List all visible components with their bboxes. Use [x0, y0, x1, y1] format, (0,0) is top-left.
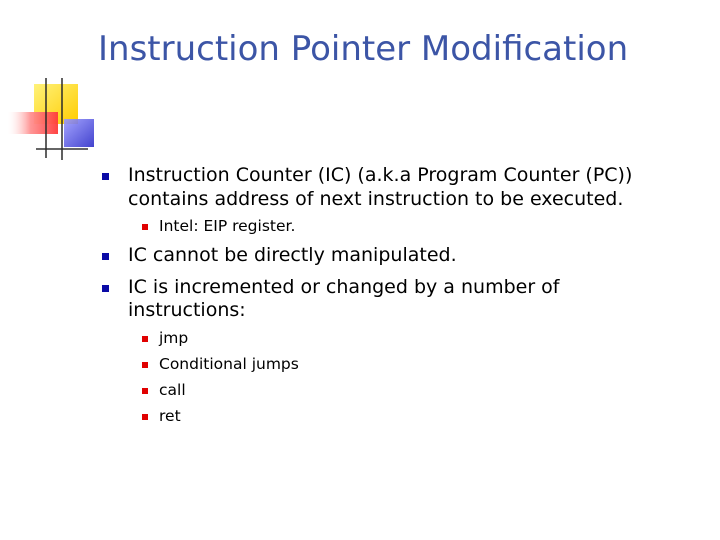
sub-bullet-list: [128, 217, 682, 236]
square-bullet-icon: [142, 388, 148, 394]
bullet-text: Instruction Counter (IC) (a.k.a Program Counter (PC)) contains address of next instruction to be executed.: [128, 164, 633, 210]
bullet-list: [102, 164, 682, 434]
list-item: [128, 381, 682, 400]
decorative-corner-graphic: [0, 0, 720, 170]
list-item: [102, 276, 682, 426]
list-item: [128, 355, 682, 374]
list-item: [128, 217, 682, 236]
sub-bullet-text: ret: [159, 406, 181, 425]
square-bullet-icon: [142, 336, 148, 342]
square-bullet-icon: [142, 414, 148, 420]
square-bullet-icon: [142, 362, 148, 368]
sub-bullet-text: call: [159, 380, 186, 399]
list-item: [102, 164, 682, 236]
slide-title: Instruction Pointer Modification: [98, 29, 629, 69]
sub-bullet-list: [128, 329, 682, 426]
sub-bullet-text: Intel: EIP register.: [159, 217, 296, 235]
list-item: [128, 407, 682, 426]
square-bullet-icon: [102, 285, 109, 292]
bullet-text: IC is incremented or changed by a number of instructions:: [128, 275, 560, 321]
list-item: [128, 329, 682, 348]
sub-bullet-text: jmp: [159, 328, 189, 347]
square-bullet-icon: [142, 224, 148, 230]
blue-square: [64, 119, 94, 147]
square-bullet-icon: [102, 253, 109, 260]
horizontal-rule: [8, 131, 706, 149]
square-bullet-icon: [102, 173, 109, 180]
list-item: [102, 244, 682, 268]
sub-bullet-text: Conditional jumps: [159, 354, 299, 373]
bullet-text: IC cannot be directly manipulated.: [128, 244, 457, 266]
